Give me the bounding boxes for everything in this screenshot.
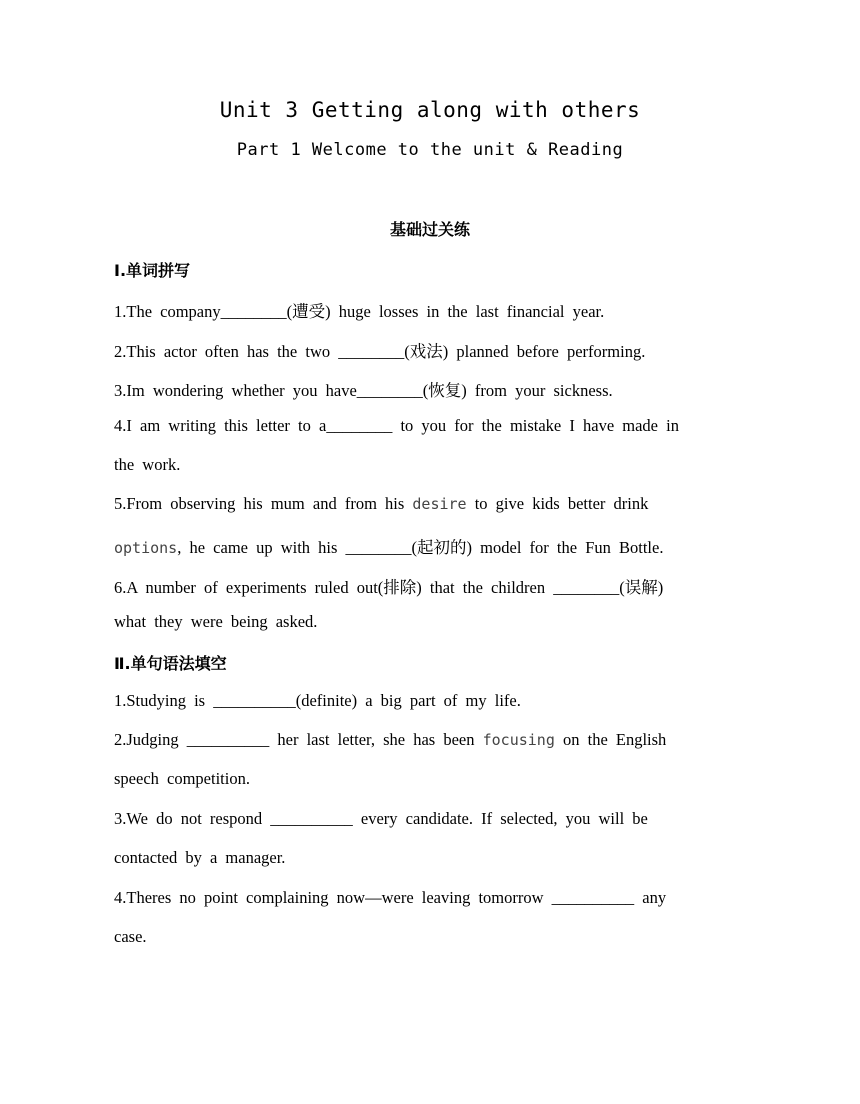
s2-question-2-line-1 bbox=[114, 730, 724, 750]
s2-q2-text-a: 2.Judging __________ her last letter, she has been bbox=[114, 730, 475, 749]
s2-q2-term-focusing: focusing bbox=[482, 731, 555, 749]
s2-q2-text-b: on the English bbox=[562, 730, 667, 749]
s1-question-1: 1.The company________(遭受) huge losses in the last financial year. bbox=[114, 302, 605, 321]
section-1-heading: Ⅰ.单词拼写 bbox=[114, 261, 191, 280]
s1-question-3: 3.Im wondering whether you have________(恢复) from your sickness. bbox=[114, 381, 613, 400]
s1-q5-term-options: options bbox=[114, 539, 178, 557]
section-2-heading: Ⅱ.单句语法填空 bbox=[114, 654, 227, 673]
s1-question-2: 2.This actor often has the two ________(戏法) planned before performing. bbox=[114, 342, 646, 361]
s1-question-6-line-2: what they were being asked. bbox=[114, 612, 318, 631]
s2-question-4-line-2: case. bbox=[114, 927, 147, 946]
s1-question-5-line-1 bbox=[114, 494, 724, 514]
s1-question-5-line-2 bbox=[114, 534, 724, 558]
s1-question-6-line-1: 6.A number of experiments ruled out(排除) that the children ________(误解) bbox=[114, 578, 664, 597]
s2-question-3-line-1: 3.We do not respond __________ every candidate. If selected, you will be bbox=[114, 809, 648, 828]
document-title: Unit 3 Getting along with others bbox=[219, 98, 641, 122]
s2-question-2-line-2: speech competition. bbox=[114, 769, 250, 788]
s1-question-4-line-2: the work. bbox=[114, 455, 181, 474]
s1-question-4-line-1: 4.I am writing this letter to a________ to you for the mistake I have made in bbox=[114, 416, 679, 435]
section-heading-basic-practice: 基础过关练 bbox=[389, 220, 470, 239]
s1-q5-term-desire: desire bbox=[412, 495, 467, 513]
s1-q5-text-c: , he came up with his ________(起初的) model for the Fun Bottle. bbox=[177, 538, 664, 557]
s2-question-3-line-2: contacted by a manager. bbox=[114, 848, 286, 867]
s1-q5-text-a: 5.From observing his mum and from his bbox=[114, 494, 405, 513]
s2-question-4-line-1: 4.Theres no point complaining now—were leaving tomorrow __________ any bbox=[114, 888, 667, 907]
document-subtitle: Part 1 Welcome to the unit & Reading bbox=[236, 140, 624, 160]
s2-question-1: 1.Studying is __________(definite) a big part of my life. bbox=[114, 691, 521, 710]
s1-q5-text-b: to give kids better drink bbox=[474, 494, 649, 513]
